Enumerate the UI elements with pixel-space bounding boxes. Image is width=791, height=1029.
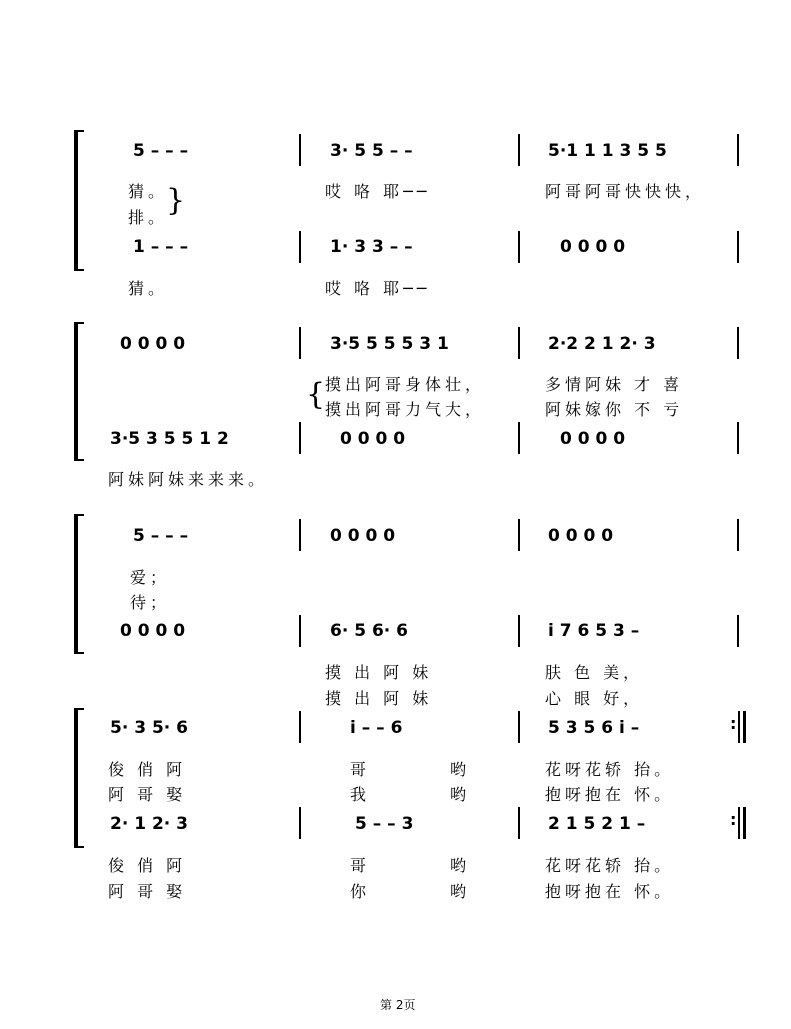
lyric: 排。 (128, 208, 169, 227)
note-upper-m2: 3·5 5 5 5 3 1 (330, 334, 449, 354)
page-number: 第 2页 (380, 998, 416, 1012)
note-upper-m3: 2·2 2 1 2· 3 (548, 334, 656, 354)
note-lower-m1: 3·5 3 5 5 1 2 (110, 429, 229, 449)
barline (518, 615, 520, 647)
barline (738, 711, 740, 743)
barline (299, 231, 301, 263)
note-lower-m2: 0 0 0 0 (340, 429, 406, 449)
note-lower-m3: 2 1 5 2 1 – (548, 814, 646, 834)
note-lower-m1: 2· 1 2· 3 (110, 814, 188, 834)
note-upper-m2: 3· 5 5 – – (330, 141, 413, 161)
lyric: 花呀花轿 抬。 (545, 856, 675, 875)
lyric: 哟 (450, 760, 471, 779)
lyric: 抱呀抱在 怀。 (545, 882, 675, 901)
note-lower-m3: 0 0 0 0 (560, 429, 626, 449)
barline (299, 134, 301, 166)
lyric: 阿妹阿妹来来来。 (108, 470, 269, 489)
lyric: 你 (350, 882, 371, 901)
lyric: 爱； (130, 568, 171, 587)
note-upper-m2: i – – 6 (350, 718, 403, 738)
barline (518, 807, 520, 839)
note-upper-m2: 0 0 0 0 (330, 526, 396, 546)
lyric: 心 眼 好， (545, 689, 644, 708)
barline (518, 519, 520, 551)
note-upper-m3: 5 3 5 6 i – (548, 718, 640, 738)
lyric: 哟 (450, 856, 471, 875)
barline (518, 231, 520, 263)
barline (299, 711, 301, 743)
note-lower-m2: 1· 3 3 – – (330, 237, 413, 257)
final-barline (743, 711, 746, 743)
note-upper-m3: 5·1 1 1 3 5 5 (548, 141, 667, 161)
lyric: 哟 (450, 785, 471, 804)
verse-brace: { (306, 377, 326, 412)
final-barline (743, 807, 746, 839)
lyric: 哥 (350, 760, 371, 779)
repeat-dots: : (730, 810, 737, 829)
lyric: 我 (350, 785, 371, 804)
system-bracket (74, 708, 84, 848)
lyric: 猜。 (128, 182, 169, 201)
barline (518, 134, 520, 166)
lyric: 哎 咯 耶── (325, 182, 431, 201)
note-lower-m3: i 7 6 5 3 – (548, 621, 640, 641)
lyric: 摸出阿哥身体壮， (325, 375, 486, 394)
barline (737, 519, 739, 551)
barline (738, 807, 740, 839)
note-upper-m1: 5· 3 5· 6 (110, 718, 188, 738)
barline (299, 807, 301, 839)
repeat-dots: : (730, 714, 737, 733)
note-lower-m1: 1 – – – (133, 237, 189, 257)
barline (518, 327, 520, 359)
barline (737, 231, 739, 263)
lyric: 花呀花轿 抬。 (545, 760, 675, 779)
barline (737, 422, 739, 454)
lyric: 待； (130, 593, 171, 612)
note-lower-m1: 0 0 0 0 (120, 621, 186, 641)
lyric: 阿 哥 娶 (108, 785, 187, 804)
note-lower-m3: 0 0 0 0 (560, 237, 626, 257)
lyric: 肤 色 美， (545, 663, 644, 682)
verse-brace: } (166, 183, 186, 218)
lyric: 哎 咯 耶── (325, 279, 431, 298)
note-lower-m2: 6· 5 6· 6 (330, 621, 408, 641)
barline (299, 615, 301, 647)
barline (299, 422, 301, 454)
lyric: 抱呀抱在 怀。 (545, 785, 675, 804)
note-upper-m1: 5 – – – (133, 526, 189, 546)
system-bracket (74, 514, 84, 654)
note-upper-m1: 5 – – – (133, 141, 189, 161)
barline (299, 519, 301, 551)
lyric: 哟 (450, 882, 471, 901)
barline (518, 422, 520, 454)
system-bracket (74, 130, 84, 271)
lyric: 阿妹嫁你 不 亏 (545, 400, 684, 419)
lyric: 摸 出 阿 妹 (325, 663, 433, 682)
lyric: 多情阿妹 才 喜 (545, 375, 684, 394)
barline (737, 134, 739, 166)
note-upper-m1: 0 0 0 0 (120, 334, 186, 354)
barline (737, 615, 739, 647)
lyric: 猜。 (128, 279, 169, 298)
lyric: 俊 俏 阿 (108, 856, 187, 875)
note-upper-m3: 0 0 0 0 (548, 526, 614, 546)
barline (518, 711, 520, 743)
barline (737, 327, 739, 359)
lyric: 摸出阿哥力气大， (325, 400, 486, 419)
lyric: 摸 出 阿 妹 (325, 689, 433, 708)
barline (299, 327, 301, 359)
lyric: 阿哥阿哥快快快， (545, 182, 706, 201)
lyric: 哥 (350, 856, 371, 875)
note-lower-m2: 5 – – 3 (355, 814, 414, 834)
lyric: 俊 俏 阿 (108, 760, 187, 779)
lyric: 阿 哥 娶 (108, 882, 187, 901)
system-bracket (74, 322, 84, 461)
